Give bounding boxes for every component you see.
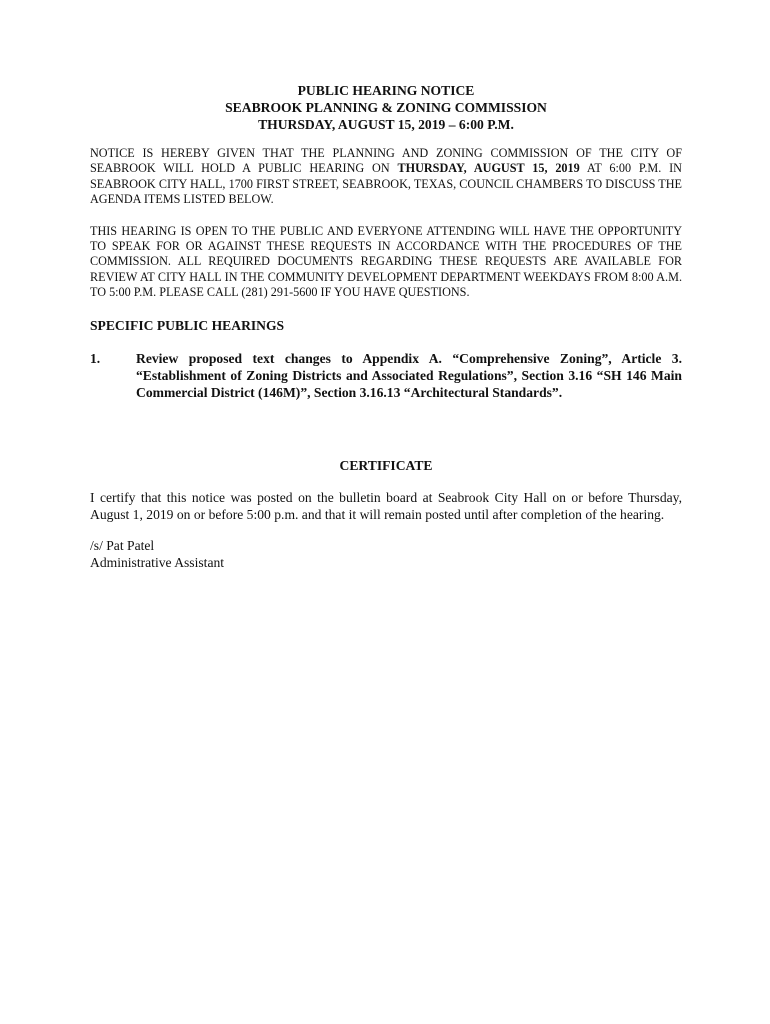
signature: /s/ Pat Patel xyxy=(90,537,155,553)
hearing-item-text: Review proposed text changes to Appendix A. “Comprehensive Zoning”, Article 3. “Establishment of Zoning Districts and Associated Regulations”, Section 3.16 “SH 146 Main Commercial District (146M)”, Section 3.16.13 “Architectural Standards”. xyxy=(136,350,682,400)
certificate-paragraph: I certify that this notice was posted on the bulletin board at Seabrook City Hall on or before Thursday, August 1, 2019 on or before 5:00 p.m. and that it will remain posted until after completion of the hearing. xyxy=(90,489,682,522)
notice-text-after: AT 6:00 P.M. IN SEABROOK CITY HALL, 1700 FIRST STREET, SEABROOK, TEXAS, COUNCIL CHAMBERS TO DISCUSS THE AGENDA ITEMS LISTED BELOW. xyxy=(90,161,682,207)
notice-paragraph xyxy=(90,146,682,208)
hearing-item-number: 1. xyxy=(90,350,101,366)
signer-title: Administrative Assistant xyxy=(90,554,225,570)
open-hearing-paragraph: THIS HEARING IS OPEN TO THE PUBLIC AND EVERYONE ATTENDING WILL HAVE THE OPPORTUNITY TO SPEAK FOR OR AGAINST THESE REQUESTS IN ACCORDANCE WITH THE PROCEDURES OF THE COMMISSION. ALL REQUIRED DOCUMENTS REGARDING THESE REQUESTS ARE AVAILABLE FOR REVIEW AT CITY HALL IN THE COMMUNITY DEVELOPMENT DEPARTMENT WEEKDAYS FROM 8:00 A.M. TO 5:00 P.M. PLEASE CALL (281) 291-5600 IF YOU HAVE QUESTIONS. xyxy=(90,223,682,300)
notice-date-bold: THURSDAY, AUGUST 15, 2019 xyxy=(397,161,580,176)
commission-name: SEABROOK PLANNING & ZONING COMMISSION xyxy=(225,100,547,115)
certificate-heading: CERTIFICATE xyxy=(339,457,433,473)
hearing-item xyxy=(90,350,682,401)
signature-block xyxy=(90,537,682,571)
notice-title: PUBLIC HEARING NOTICE xyxy=(297,83,475,98)
notice-title-block xyxy=(90,82,682,133)
hearing-date-time: THURSDAY, AUGUST 15, 2019 – 6:00 P.M. xyxy=(258,117,514,132)
notice-text-before: NOTICE IS HEREBY GIVEN THAT THE PLANNING AND ZONING COMMISSION OF THE CITY OF SEABROOK WILL HOLD A PUBLIC HEARING ON xyxy=(90,146,682,176)
specific-hearings-heading: SPECIFIC PUBLIC HEARINGS xyxy=(90,317,285,333)
